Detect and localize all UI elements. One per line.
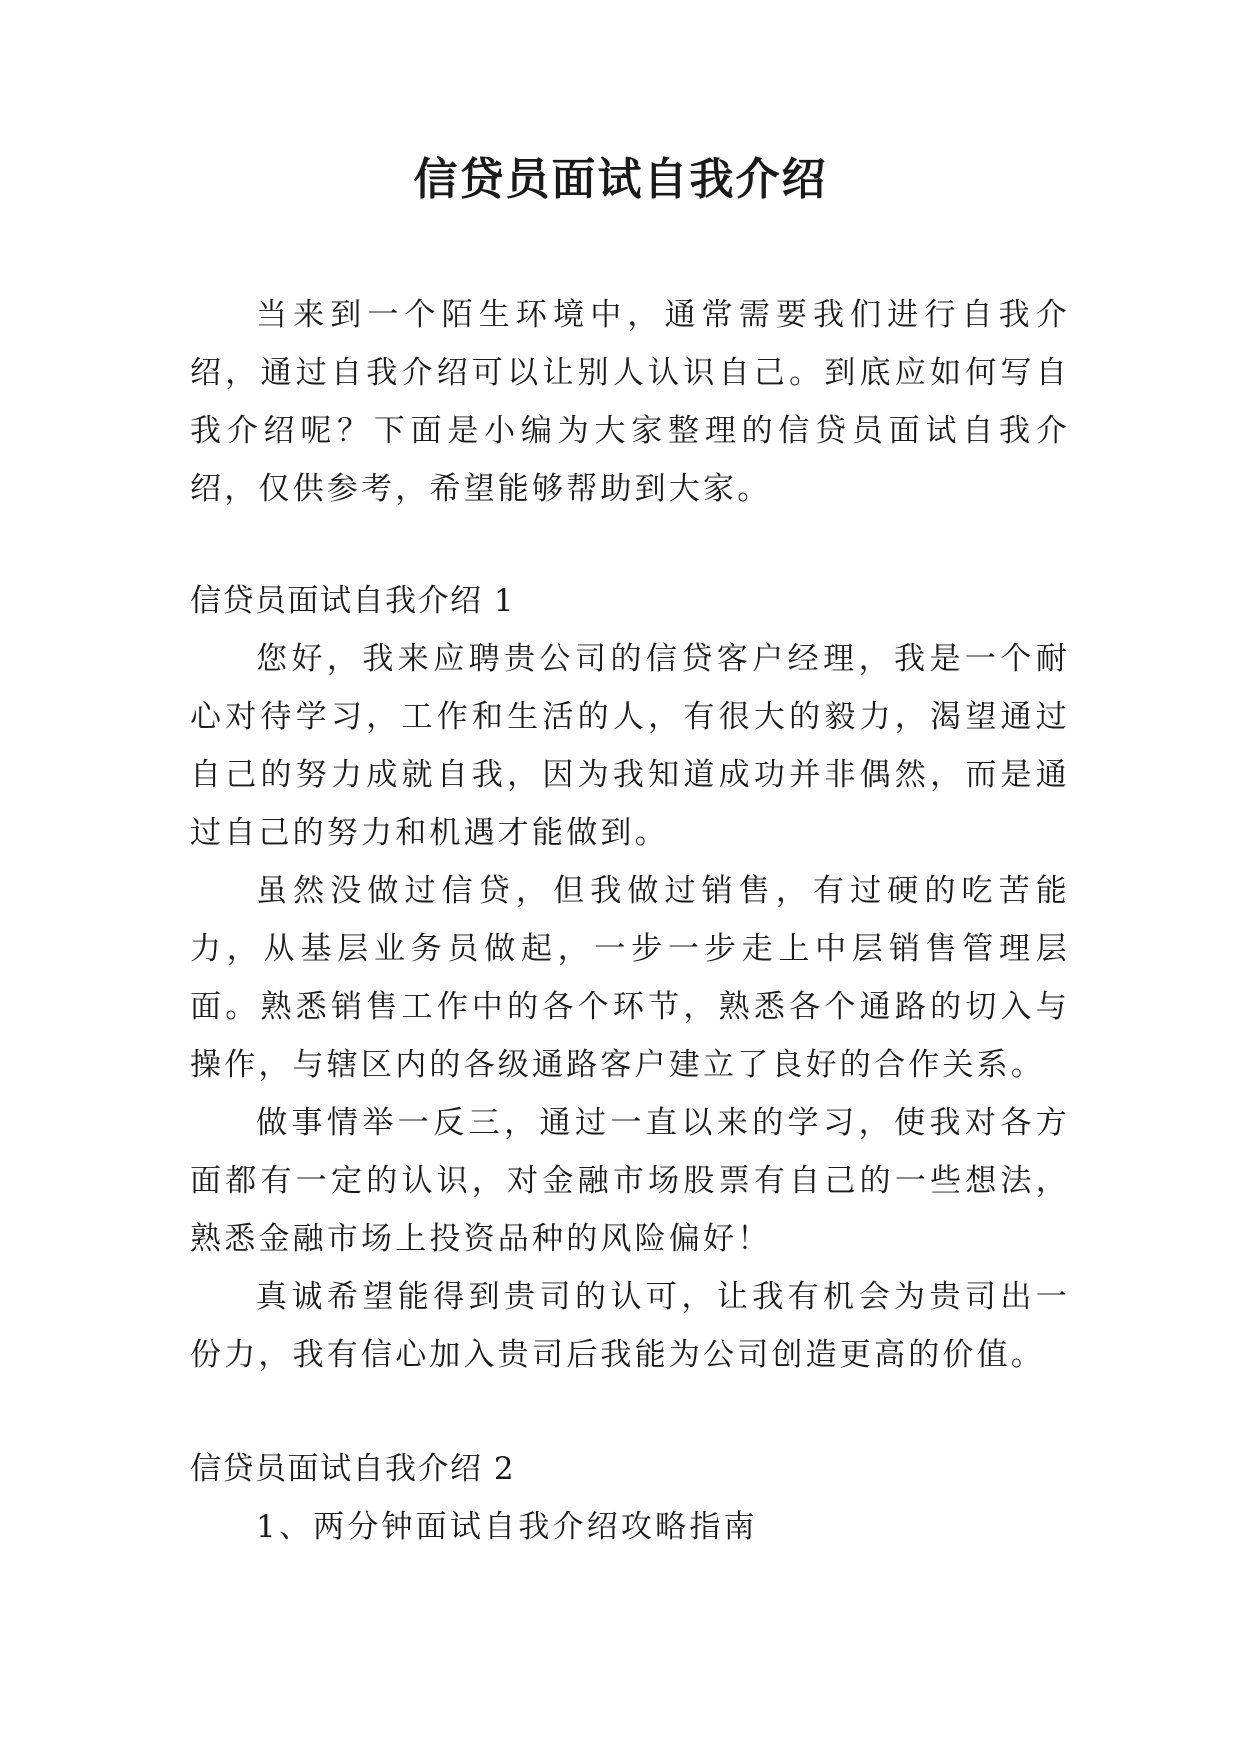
section-heading: 信贷员面试自我介绍 1	[190, 583, 516, 619]
body-paragraph: 虽然没做过信贷，但我做过销售，有过硬的吃苦能力，从基层业务员做起，一步一步走上中层销售管理层面。熟悉销售工作中的各个环节，熟悉各个通路的切入与操作，与辖区内的各级通路客户建立了良好的合作关系。	[190, 873, 1070, 1083]
document-body	[190, 286, 1070, 1556]
body-paragraph: 做事情举一反三，通过一直以来的学习，使我对各方面都有一定的认识，对金融市场股票有自己的一些想法，熟悉金融市场上投资品种的风险偏好！	[190, 1105, 1070, 1257]
body-paragraph: 1、两分钟面试自我介绍攻略指南	[256, 1509, 758, 1545]
spacer	[190, 518, 1070, 572]
spacer	[190, 1384, 1070, 1440]
body-paragraph: 您好，我来应聘贵公司的信贷客户经理，我是一个耐心对待学习，工作和生活的人，有很大的毅力，渴望通过自己的努力成就自我，因为我知道成功并非偶然，而是通过自己的努力和机遇才能做到。	[190, 641, 1070, 851]
section-2	[190, 1440, 1070, 1556]
intro-paragraph: 当来到一个陌生环境中，通常需要我们进行自我介绍，通过自我介绍可以让别人认识自己。到底应如何写自我介绍呢？下面是小编为大家整理的信贷员面试自我介绍，仅供参考，希望能够帮助到大家。	[190, 297, 1070, 507]
section-heading: 信贷员面试自我介绍 2	[190, 1451, 516, 1487]
body-paragraph: 真诚希望能得到贵司的认可，让我有机会为贵司出一份力，我有信心加入贵司后我能为公司创造更高的价值。	[190, 1279, 1070, 1373]
document-title: 信贷员面试自我介绍	[413, 154, 828, 205]
section-1	[190, 572, 1070, 1384]
